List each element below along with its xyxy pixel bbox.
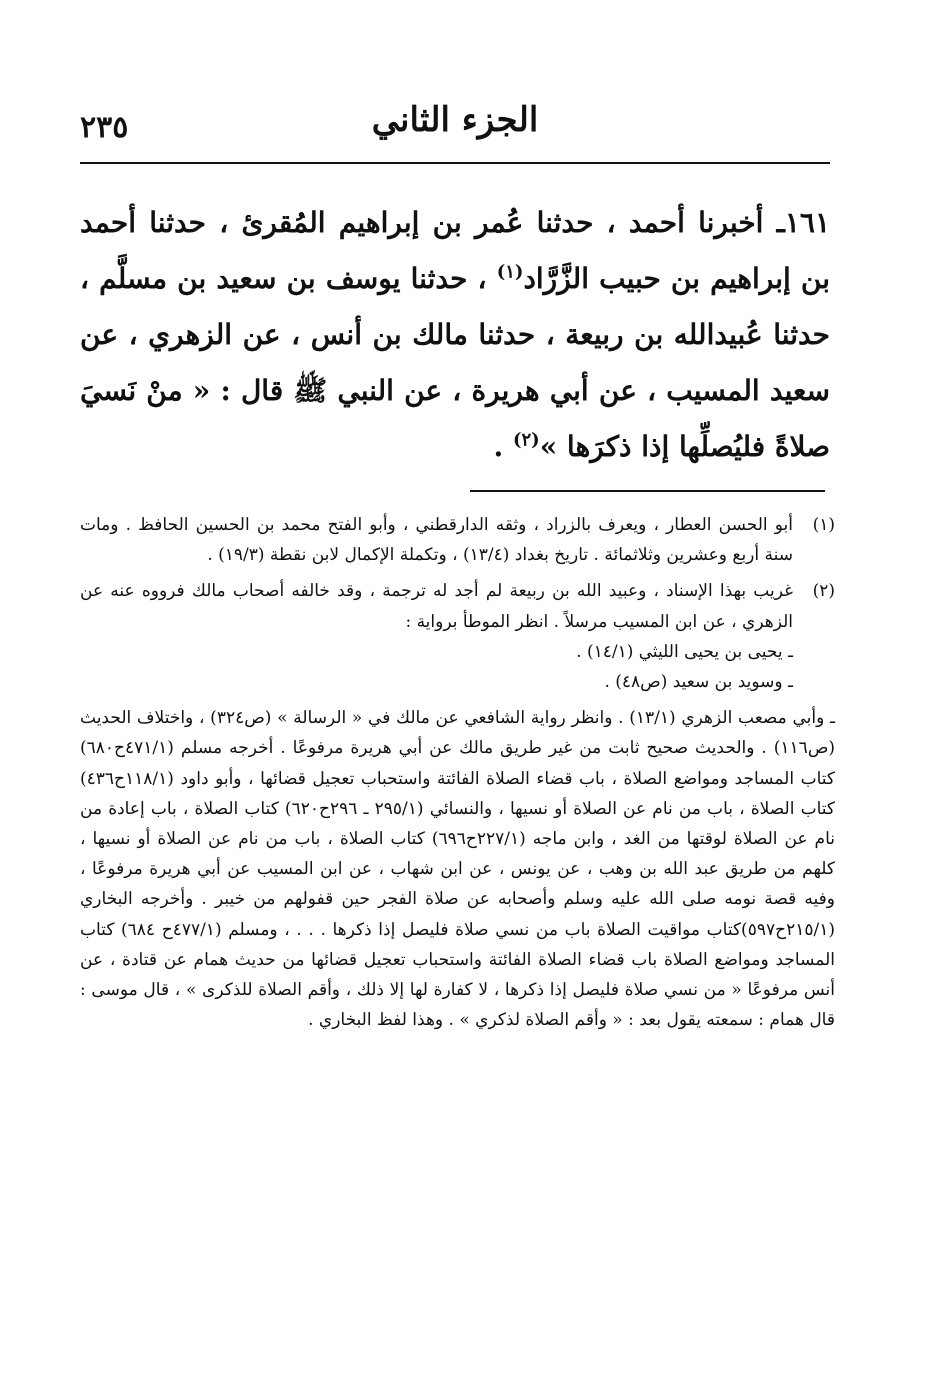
running-title: الجزء الثاني: [371, 100, 539, 140]
footnote-1-number: (١): [812, 515, 835, 535]
hadith-intro: ١٦١ـ أخبرنا أحمد ، حدثنا عُمر بن إبراهيم المُقرئ ، حدثنا أحمد بن إبراهيم بن حبيب الزَّرَّاد: [80, 206, 830, 295]
footnote-2-item-1: ـ يحيى بن يحيى الليثي (١٤/١) .: [576, 641, 793, 662]
page-number: ٢٣٥: [80, 110, 129, 145]
hadith-end: .: [493, 430, 513, 463]
footnote-ref-2: (٢): [512, 429, 540, 451]
footnote-2-item-3: ـ وأبي مصعب الزهري (١٣/١) . وانظر رواية الشافعي عن مالك في « الرسالة » (ص٣٢٤) ، واختلاف الحديث (ص١١٦) . والحديث صحيح ثابت من غير طريق مالك عن أبي هريرة مرفوعًا . أخرجه مسلم (٤٧١/١ح٦٨٠) كتاب المساجد ومواضع الصلاة ، باب قضاء الصلاة الفائتة واستحباب تعجيل قضائها ، وأبو داود (١١٨/١ح٤٣٦) كتاب الصلاة ، باب من نام عن الصلاة أو نسيها ، والنسائي (٢٩٥/١ ـ ٢٩٦ح٦٢٠) كتاب الصلاة ، باب إعادة من نام عن الصلاة لوقتها من الغد ، وابن ماجه (٢٢٧/١ح٦٩٦) كتاب الصلاة ، باب من نام عن الصلاة أو نسيها ، كلهم من طريق عبد الله بن وهب ، عن يونس ، عن ابن شهاب ، عن ابن المسيب عن أبي هريرة مرفوعًا ، وفيه قصة نومه صلى الله عليه وسلم وأصحابه عن صلاة الفجر حين قفولهم من خيبر . وأخرجه البخاري (٢١٥/١ح٥٩٧)كتاب مواقيت الصلاة باب من نسي صلاة فليصل إذا ذكرها . . . ، ومسلم (٤٧٧/١ح ٦٨٤) كتاب المساجد ومواضع الصلاة باب قضاء الصلاة الفائتة واستحباب تعجيل قضائها من حديث همام عن قتادة ، عن أنس مرفوعًا « من نسي صلاة فليصل إذا ذكرها ، لا كفارة لها إلا ذلك ، وأقم الصلاة للذكرى » ، قال موسى : قال همام : سمعته يقول بعد : « وأقم الصلاة لذكري » . وهذا لفظ البخاري .: [80, 708, 835, 1031]
hadith-paragraph: [80, 195, 830, 475]
footnote-2: [80, 576, 835, 697]
footnote-ref-1: (١): [496, 261, 524, 283]
footnotes: [80, 510, 835, 1035]
hadith-middle: ، حدثنا يوسف بن سعيد بن مسلَّم ، حدثنا عُبيدالله بن ربيعة ، حدثنا مالك بن أنس ، عن الزهري ، عن سعيد المسيب ، عن أبي هريرة ، عن النبي ﷺ قال : « منْ نَسيَ صلاةً فليُصلِّها إذا ذكرَها »: [80, 262, 830, 463]
header-divider: [80, 162, 830, 164]
footnote-2-number: (٢): [812, 581, 835, 602]
footnote-1: [80, 510, 835, 570]
footnote-divider: [470, 490, 825, 492]
footnote-1-text: أبو الحسن العطار ، ويعرف بالزراد ، وثقه الدارقطني ، وأبو الفتح محمد بن الحسين الحافظ . ومات سنة أربع وعشرين وثلاثمائة . تاريخ بغداد (١٣/٤) ، وتكملة الإكمال لابن نقطة (١٩/٣) .: [80, 515, 793, 566]
page-header: [80, 100, 830, 160]
hadith-text: [80, 195, 830, 475]
footnote-2-item-2: ـ وسويد بن سعيد (ص٤٨) .: [604, 672, 793, 693]
footnote-2-text: غريب بهذا الإسناد ، وعبيد الله بن ربيعة لم أجد له ترجمة ، وقد خالفه أصحاب مالك فرووه عنه عن الزهري ، عن ابن المسيب مرسلاً . انظر الموطأ برواية :: [80, 581, 793, 632]
